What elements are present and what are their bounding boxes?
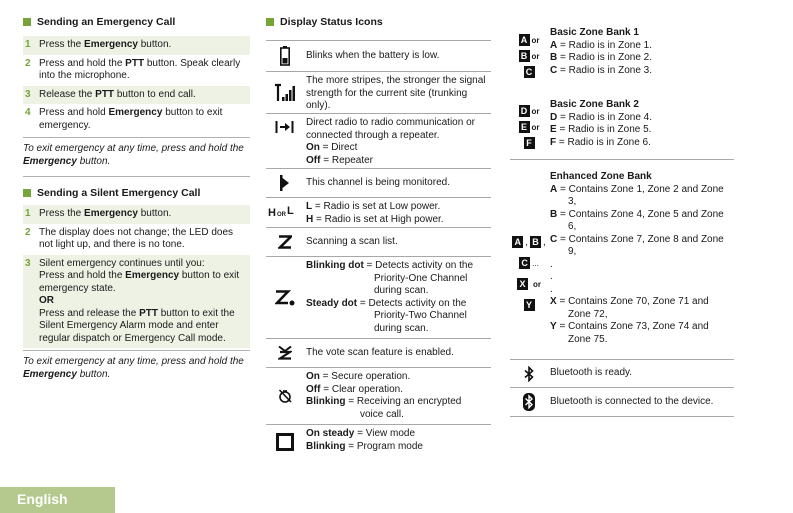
signal-strength-icon	[266, 72, 304, 113]
zone-c-icon: C	[524, 66, 535, 78]
silent-exit-note: To exit emergency at any time, press and hold the Emergency button.	[23, 350, 250, 387]
vote-scan-icon	[266, 339, 304, 367]
emergency-exit-note: To exit emergency at any time, press and hold the Emergency button.	[23, 137, 250, 174]
power-level-icon: H OR L	[268, 204, 294, 219]
section-bullet-icon	[23, 189, 31, 197]
zone-y-icon: Y	[524, 299, 535, 311]
emergency-step-4: 4 Press and hold Emergency button to exit emergency.	[25, 107, 223, 131]
zone-bank-2-icons: D or E or F	[510, 88, 548, 159]
status-row-secure: On = Secure operation. Off = Clear operation. Blinking = Receiving an encrypted voice call.	[266, 367, 491, 424]
zone-d-icon: D	[519, 105, 530, 117]
section-header-silent-emergency: Sending a Silent Emergency Call	[23, 176, 250, 199]
battery-icon	[266, 41, 304, 71]
language-tab: English	[0, 487, 115, 513]
zone-bank-2-row: D or E or F Basic Zone Bank 2 D = Radio is in Zone 4. E = Radio is in Zone 5. F = Radio is in Zone 6.	[510, 88, 734, 159]
enhanced-zone-bank-row: A , B , C ... X or Y Enhanced Zone Bank A = Contains Zone 1, Zone 2 and Zone 3, B = Contains Zone 4, Zone 5 and Zone 6, C = Contains Zone 7, Zone 8 and Zone 9, . . . X = Contains Zone 70, Zone 71 and Zone 72, Y = Contains Zone 73, Zone 74 and Zone 75.	[510, 159, 734, 359]
bluetooth-icon	[510, 360, 548, 387]
zone-bank-1-icons: A or B or C	[510, 16, 548, 88]
zone-x-icon: X	[517, 278, 528, 290]
zone-c-icon: C	[519, 257, 530, 269]
status-row-monitor: This channel is being monitored.	[266, 168, 491, 197]
status-row-signal: The more stripes, the stronger the signal strength for the current site (trunking only).	[266, 71, 491, 113]
silent-step-1: 1 Press the Emergency button.	[23, 205, 250, 224]
emergency-step-3: 3 Release the PTT button to end call.	[23, 86, 250, 105]
section-header-emergency: Sending an Emergency Call	[23, 16, 250, 28]
section-bullet-icon	[23, 18, 31, 26]
zone-bank-1-row: A or B or C Basic Zone Bank 1 A = Radio is in Zone 1. B = Radio is in Zone 2. C = Radio is in Zone 3.	[510, 16, 734, 88]
direct-talkaround-icon	[266, 114, 304, 168]
section-bullet-icon	[266, 18, 274, 26]
zone-b-icon: B	[519, 50, 530, 62]
silent-step-2: 2 The display does not change; the LED does not light up, and there is no tone.	[25, 226, 234, 250]
status-row-power-level: H OR L L = Radio is set at Low power. H = Radio is set at High power.	[266, 197, 491, 227]
bluetooth-connected-icon	[510, 388, 548, 416]
secure-operation-icon	[266, 368, 304, 424]
zone-e-icon: E	[519, 121, 530, 133]
status-row-mode: On steady = View mode Blinking = Program mode	[266, 424, 491, 458]
emergency-step-2: 2 Press and hold the PTT button. Speak clearly into the microphone.	[25, 57, 241, 81]
status-row-scan: Scanning a scan list.	[266, 227, 491, 256]
status-row-battery: Blinks when the battery is low.	[266, 40, 491, 71]
silent-step-3: 3 Silent emergency continues until you: Press and hold the Emergency button to exit emergency state. OR Press and release the PTT button to exit the Silent Emergency Alarm mode and enter regular dispatch or Emergency Call mode.	[23, 255, 250, 349]
status-row-priority-scan: Blinking dot = Detects activity on the Priority-One Channel during scan. Steady dot = Detects activity on the Priority-Two Channel during scan.	[266, 256, 491, 338]
priority-scan-icon	[266, 257, 304, 338]
zone-f-icon: F	[524, 137, 535, 149]
monitor-icon	[266, 169, 304, 197]
zone-bank-column	[510, 16, 734, 417]
status-row-direct-repeater: Direct radio to radio communication or connected through a repeater. On = Direct Off = Repeater	[266, 113, 491, 168]
zone-a-icon: A	[512, 236, 523, 248]
zone-b-icon: B	[530, 236, 541, 248]
enhanced-zone-icons: A , B , C ... X or Y	[510, 160, 548, 359]
scan-icon	[266, 228, 304, 256]
zone-a-icon: A	[519, 34, 530, 46]
display-status-icons-column	[266, 16, 491, 458]
emergency-column	[23, 16, 250, 387]
emergency-step-1: 1 Press the Emergency button.	[23, 36, 250, 55]
status-row-bluetooth-ready: Bluetooth is ready.	[510, 359, 734, 387]
status-row-vote-scan: The vote scan feature is enabled.	[266, 338, 491, 367]
status-row-bluetooth-connected: Bluetooth is connected to the device.	[510, 387, 734, 416]
mode-square-icon	[266, 425, 304, 458]
section-header-status-icons: Display Status Icons	[266, 16, 491, 28]
